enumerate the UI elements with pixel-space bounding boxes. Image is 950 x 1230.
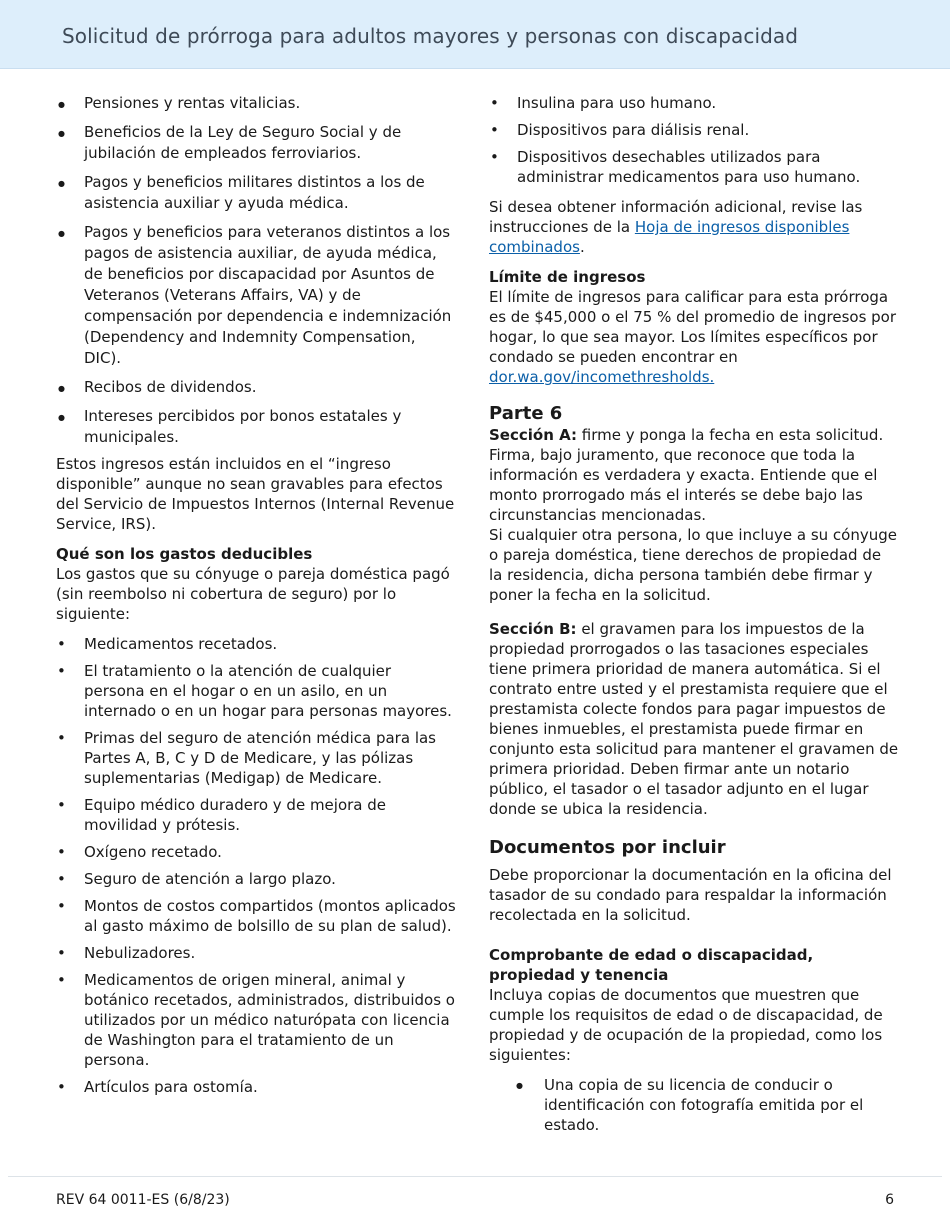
info-text: Si desea obtener información adicional, revise las instrucciones de la: [489, 198, 863, 236]
list-item: ● Intereses percibidos por bonos estatales y municipales.: [56, 406, 456, 448]
list-item: • Insulina para uso humano.: [489, 93, 899, 113]
income-note: Estos ingresos están incluidos en el “ingreso disponible” aunque no sean gravables para efectos del Servicio de Impuestos Internos (Internal Revenue Service, IRS).: [56, 455, 455, 533]
section-a-text: firme y ponga la fecha en esta solicitud. Firma, bajo juramento, que reconoce que toda la información es verdadera y exacta. Entiende que el monto prorrogado más el interés se debe bajo las circunstancias mencionadas.: [489, 426, 884, 524]
list-item: • El tratamiento o la atención de cualquier persona en el hogar o en un asilo, en un internado o en un hogar para personas mayores.: [56, 661, 456, 721]
list-item: • Medicamentos recetados.: [56, 634, 456, 654]
list-item: • Artículos para ostomía.: [56, 1077, 456, 1097]
list-item: • Nebulizadores.: [56, 943, 456, 963]
documents-text: Debe proporcionar la documentación en la oficina del tasador de su condado para respaldar la información recolectada en la solicitud.: [489, 866, 892, 924]
footer-divider: [8, 1176, 942, 1177]
list-item: • Dispositivos desechables utilizados para administrar medicamentos para uso humano.: [489, 147, 899, 187]
list-item: ● Pagos y beneficios militares distintos a los de asistencia auxiliar y ayuda médica.: [56, 172, 456, 214]
list-item: • Medicamentos de origen mineral, animal y botánico recetados, administrados, distribuidos o utilizados por un médico naturópata con licencia de Washington para el tratamiento de un persona.: [56, 970, 456, 1070]
deductible-heading: Qué son los gastos deducibles: [56, 545, 313, 563]
info-text-end: .: [579, 238, 585, 256]
part6-heading: Parte 6: [489, 403, 563, 424]
page-number: 6: [885, 1192, 894, 1208]
right-column: [489, 93, 899, 1135]
info-paragraph: [489, 197, 899, 257]
proof-heading: Comprobante de edad o discapacidad, propiedad y tenencia: [489, 946, 814, 984]
income-limit-text: El límite de ingresos para calificar para esta prórroga es de $45,000 o el 75 % del promedio de ingresos por hogar, lo que sea mayor. Los límites específicos por condado se pueden encontrar en: [489, 288, 897, 366]
proof-list: [488, 1075, 899, 1135]
page-title: Solicitud de prórroga para adultos mayores y personas con discapacidad: [62, 24, 799, 48]
list-item: • Seguro de atención a largo plazo.: [56, 869, 456, 889]
section-b-label: Sección B:: [489, 620, 577, 638]
section-a: [489, 425, 899, 525]
list-item: • Equipo médico duradero y de mejora de movilidad y prótesis.: [56, 795, 456, 835]
list-item: ● Pagos y beneficios para veteranos distintos a los pagos de asistencia auxiliar, de ayuda médica, de beneficios por discapacidad por Asuntos de Veteranos (Veterans Affairs, VA) y de compensación por dependencia e indemnización (Dependency and Indemnity Compensation, DIC).: [56, 222, 456, 369]
list-item: ● Recibos de dividendos.: [56, 377, 456, 398]
list-item: • Oxígeno recetado.: [56, 842, 456, 862]
income-thresholds-link[interactable]: dor.wa.gov/incomethresholds.: [489, 368, 715, 386]
list-item: • Primas del seguro de atención médica para las Partes A, B, C y D de Medicare, y las pólizas suplementarias (Medigap) de Medicare.: [56, 728, 456, 788]
form-id: REV 64 0011-ES (6/8/23): [56, 1192, 230, 1208]
list-item: • Montos de costos compartidos (montos aplicados al gasto máximo de bolsillo de su plan de salud).: [56, 896, 456, 936]
right-list: [489, 93, 899, 187]
list-item: ● Una copia de su licencia de conducir o identificación con fotografía emitida por el estado.: [488, 1075, 899, 1135]
deductible-intro: Los gastos que su cónyuge o pareja doméstica pagó (sin reembolso ni cobertura de seguro) por lo siguiente:: [56, 565, 450, 623]
page-header: [0, 0, 950, 69]
list-item: ● Pensiones y rentas vitalicias.: [56, 93, 456, 114]
income-limit-heading: Límite de ingresos: [489, 268, 646, 286]
list-item: ● Beneficios de la Ley de Seguro Social y de jubilación de empleados ferroviarios.: [56, 122, 456, 164]
section-b-text: el gravamen para los impuestos de la propiedad prorrogados o las tasaciones especiales tiene primera prioridad de manera automática. Si el contrato entre usted y el prestamista requiere que el prestamista colecte fondos para pagar impuestos de bienes inmuebles, el prestamista puede firmar en conjunto esta solicitud para mantener el gravamen de primera prioridad. Deben firmar ante un notario público, el tasador o el tasador adjunto en el lugar donde se ubica la residencia.: [489, 620, 899, 818]
section-a-label: Sección A:: [489, 426, 577, 444]
section-b: [489, 619, 899, 819]
left-column: [56, 93, 456, 1104]
documents-heading: Documentos por incluir: [489, 837, 726, 858]
combined-income-sheet-link[interactable]: Hoja de ingresos disponibles combinados: [489, 218, 850, 256]
section-a-text-2: Si cualquier otra persona, lo que incluye a su cónyuge o pareja doméstica, tiene derechos de propiedad de la residencia, dicha persona también debe firmar y poner la fecha en la solicitud.: [489, 526, 897, 604]
deductible-list: [56, 634, 456, 1097]
income-list: [56, 93, 456, 448]
list-item: • Dispositivos para diálisis renal.: [489, 120, 899, 140]
proof-text: Incluya copias de documentos que muestren que cumple los requisitos de edad o de discapacidad, de propiedad y de ocupación de la propiedad, como los siguientes:: [489, 986, 883, 1064]
income-limit-paragraph: [489, 287, 899, 387]
